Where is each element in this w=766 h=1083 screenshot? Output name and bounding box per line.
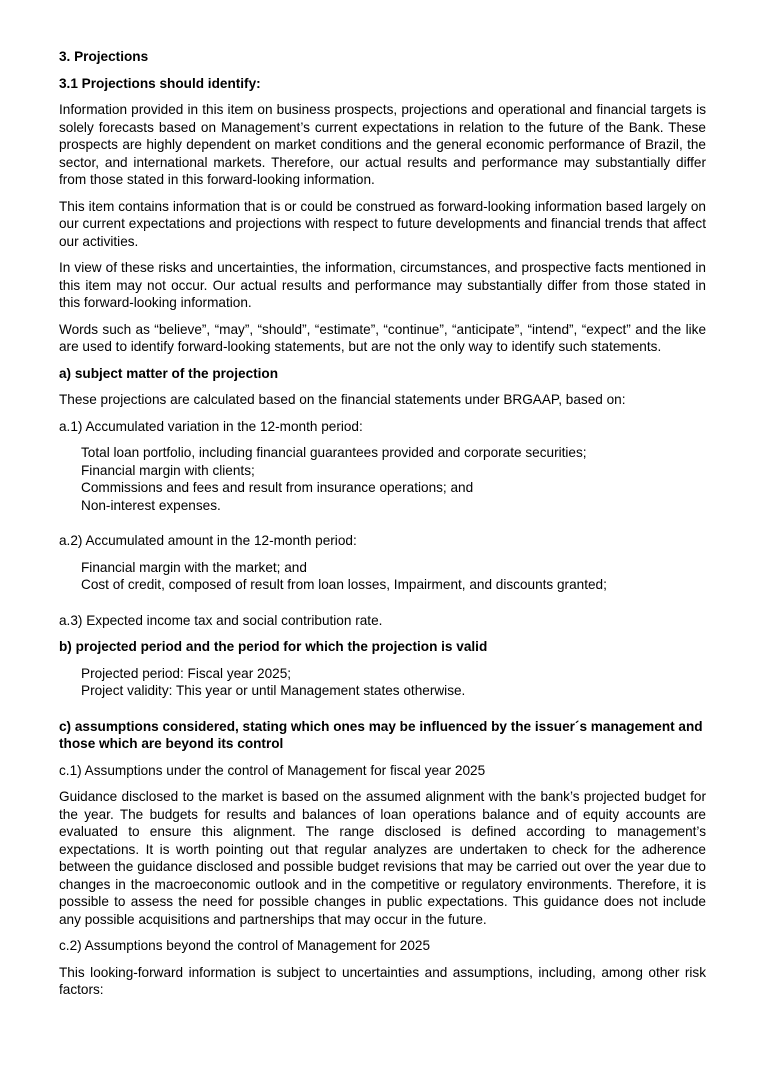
list-item: Financial margin with clients; [81, 462, 255, 478]
document-page [59, 48, 706, 1008]
intro-paragraph: In view of these risks and uncertainties, the information, circumstances, and prospective facts mentioned in this item may not occur. Our actual results and performance may substantially differ from those stated in this forward-looking information. [59, 260, 706, 310]
c2-label: c.2) Assumptions beyond the control of Management for 2025 [59, 938, 431, 953]
a3-label: a.3) Expected income tax and social contribution rate. [59, 612, 383, 628]
subsection-title: 3.1 Projections should identify: [59, 75, 261, 91]
section-c-heading: c) assumptions considered, stating which ones may be influenced by the issuer´s management and those which are beyond its control [59, 718, 703, 751]
intro-paragraph: Information provided in this item on business prospects, projections and operational and financial targets is solely forecasts based on Management’s current expectations in relation to the future of the Bank. These prospects are highly dependent on market conditions and the general economic performance of Brazil, the sector, and international markets. Therefore, our actual results and performance may substantially differ from those stated in this forward-looking information. [59, 102, 706, 187]
section-a-text: These projections are calculated based on the financial statements under BRGAAP, based on: [59, 392, 626, 407]
list-item: Project validity: This year or until Management states otherwise. [81, 683, 466, 698]
list-item: Non-interest expenses. [81, 497, 221, 513]
c1-label: c.1) Assumptions under the control of Management for fiscal year 2025 [59, 762, 486, 778]
a2-label: a.2) Accumulated amount in the 12-month period: [59, 533, 357, 548]
a1-list [81, 444, 706, 514]
list-item: Financial margin with the market; and [81, 559, 307, 575]
a2-list [81, 559, 706, 594]
list-item: Commissions and fees and result from insurance operations; and [81, 480, 474, 495]
section-b-heading: b) projected period and the period for which the projection is valid [59, 639, 488, 654]
a1-label: a.1) Accumulated variation in the 12-month period: [59, 418, 363, 434]
list-item: Projected period: Fiscal year 2025; [81, 665, 292, 681]
c2-text: This looking-forward information is subject to uncertainties and assumptions, including, among other risk factors: [59, 964, 706, 997]
list-item: Total loan portfolio, including financial guarantees provided and corporate securities; [81, 445, 587, 460]
c1-text: Guidance disclosed to the market is based on the assumed alignment with the bank’s projected budget for the year. The budgets for results and balances of loan operations balance and of equity accounts are evaluated to ensure this alignment. The range disclosed is defined according to management’s expectations. It is worth pointing out that regular analyzes are undertaken to check for the adherence between the guidance disclosed and possible budget revisions that may be carried out over the year due to changes in the macroeconomic outlook and in the competitive or regulatory environments. Therefore, it is possible to assess the need for possible changes in public expectations. This guidance does not include any possible acquisitions and partnerships that may occur in the future. [59, 789, 706, 927]
intro-paragraph: Words such as “believe”, “may”, “should”, “estimate”, “continue”, “anticipate”, “intend”, “expect” and the like are used to identify forward-looking statements, but are not the only way to identify such statements. [59, 321, 706, 354]
intro-paragraph: This item contains information that is or could be construed as forward-looking information based largely on our current expectations and projections with respect to future developments and financial trends that affect our activities. [59, 198, 706, 249]
section-a-heading: a) subject matter of the projection [59, 365, 279, 381]
b-list [81, 665, 706, 700]
section-title: 3. Projections [59, 49, 149, 64]
list-item: Cost of credit, composed of result from loan losses, Impairment, and discounts granted; [81, 577, 607, 592]
